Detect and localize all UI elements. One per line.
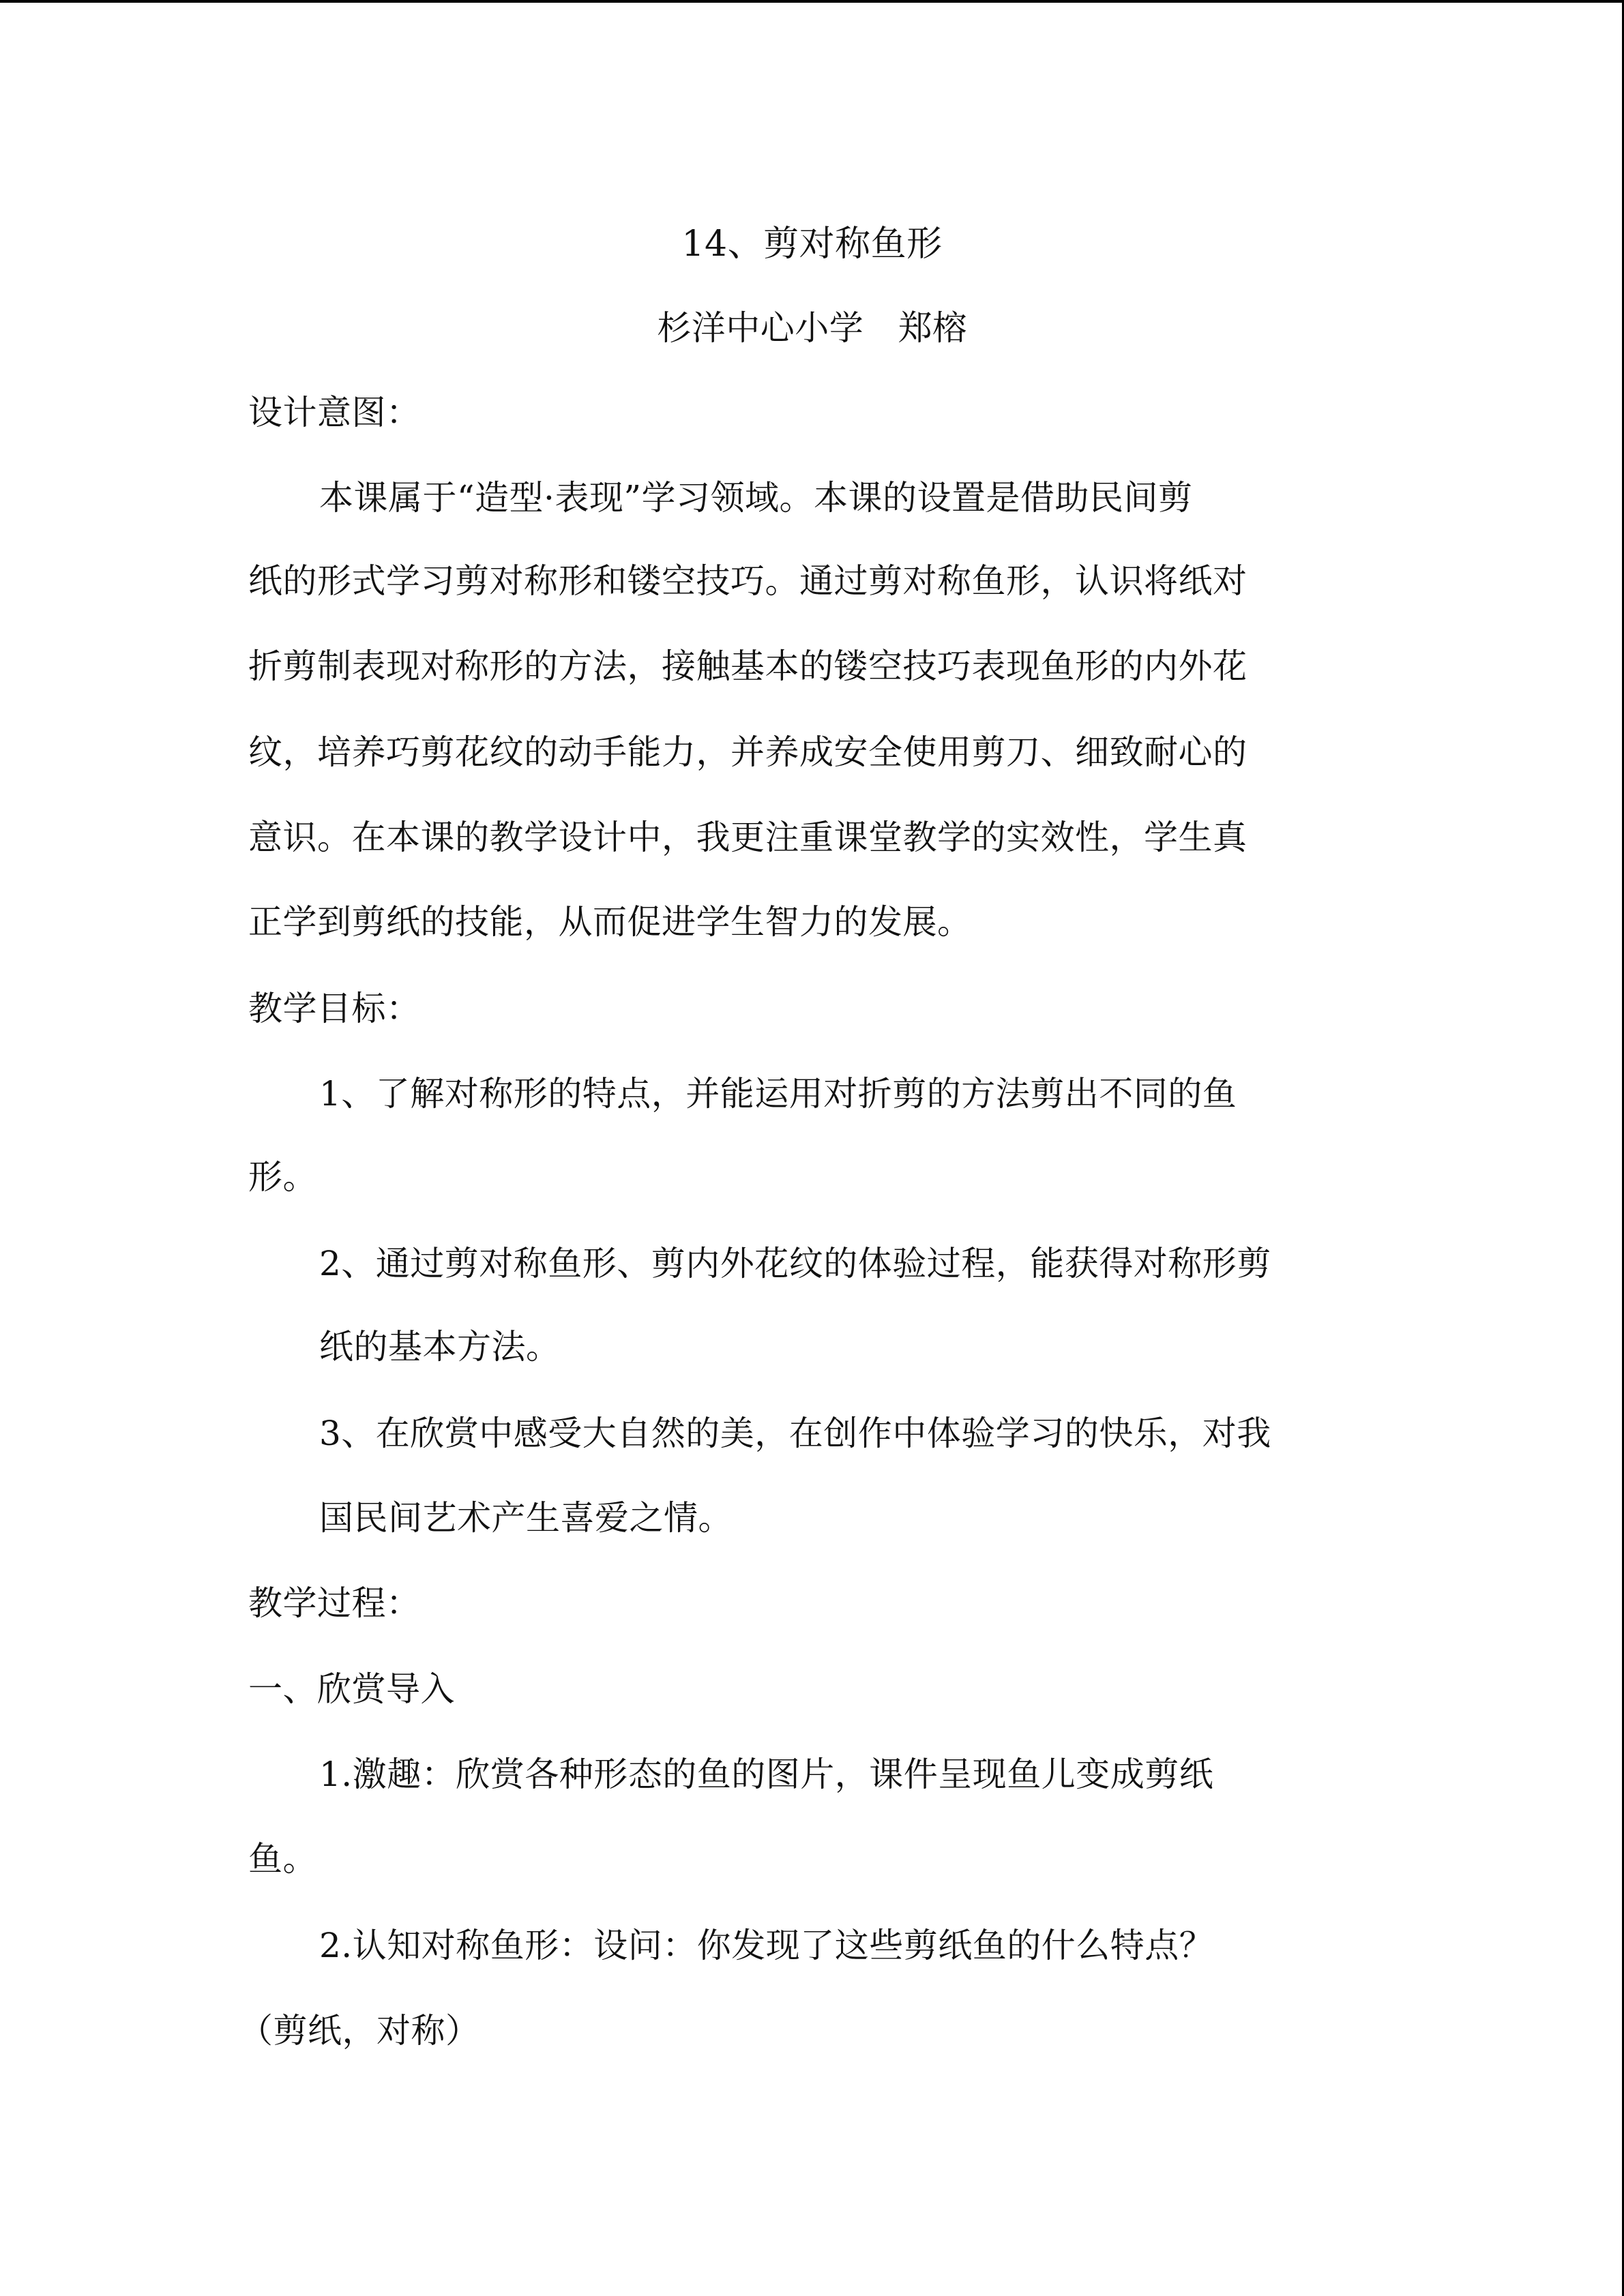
paragraph-line: 本课属于“造型·表现”学习领域。本课的设置是借助民间剪: [319, 478, 1193, 518]
objective-item-2: 2、通过剪对称鱼形、剪内外花纹的体验过程，能获得对称形剪: [319, 1244, 1271, 1283]
process-item-1-cont: 鱼。: [248, 1839, 317, 1879]
objective-item-3: 3、在欣赏中感受大自然的美，在创作中体验学习的快乐，对我: [319, 1414, 1271, 1453]
process-step-heading: 一、欣赏导入: [248, 1669, 455, 1709]
document-title: 14、剪对称鱼形: [681, 224, 943, 265]
objective-item-2-cont: 纸的基本方法。: [319, 1327, 561, 1367]
document-author: 杉洋中心小学 郑榕: [657, 308, 967, 348]
objective-item-3-cont: 国民间艺术产生喜爱之情。: [319, 1498, 733, 1538]
section-heading-design-intent: 设计意图：: [248, 393, 421, 432]
objective-item-1-cont: 形。: [248, 1157, 317, 1197]
process-item-1: 1.激趣：欣赏各种形态的鱼的图片，课件呈现鱼儿变成剪纸: [319, 1755, 1214, 1794]
section-heading-objectives: 教学目标：: [248, 989, 421, 1028]
paragraph-line: 纹，培养巧剪花纹的动手能力，并养成安全使用剪刀、细致耐心的: [248, 732, 1247, 772]
paragraph-line: 正学到剪纸的技能，从而促进学生智力的发展。: [248, 902, 972, 942]
section-heading-process: 教学过程：: [248, 1583, 421, 1623]
paragraph-line: 折剪制表现对称形的方法，接触基本的镂空技巧表现鱼形的内外花: [248, 646, 1247, 686]
paragraph-line: 意识。在本课的教学设计中，我更注重课堂教学的实效性，学生真: [248, 818, 1247, 857]
process-item-2: 2.认知对称鱼形：设问：你发现了这些剪纸鱼的什么特点？: [319, 1926, 1214, 1965]
paragraph-line: 纸的形式学习剪对称形和镂空技巧。通过剪对称鱼形，认识将纸对: [248, 561, 1247, 601]
objective-item-1: 1、了解对称形的特点，并能运用对折剪的方法剪出不同的鱼: [319, 1074, 1237, 1114]
process-item-2-cont: （剪纸，对称）: [239, 2011, 480, 2051]
